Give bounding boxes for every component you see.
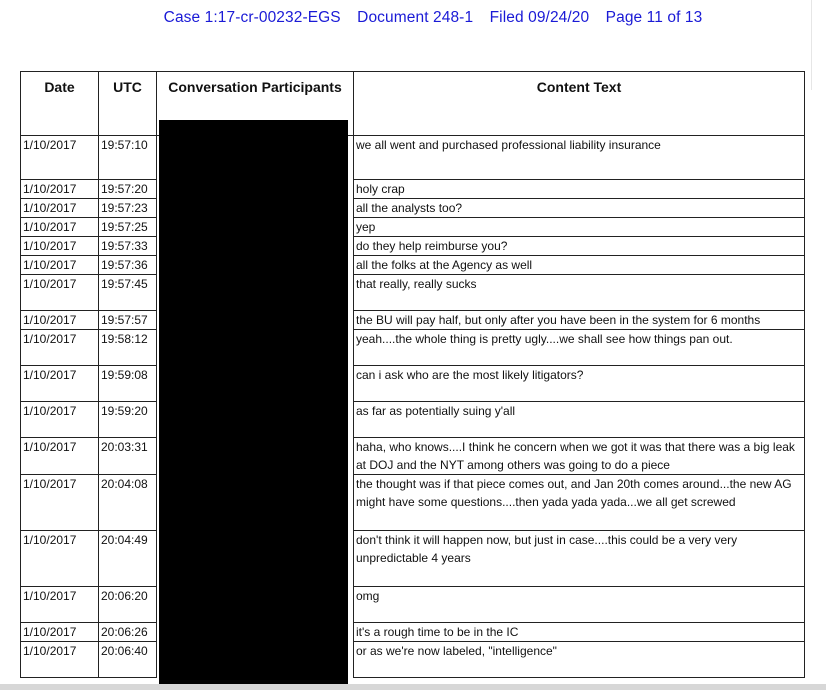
date-cell: 1/10/2017 xyxy=(21,366,99,402)
content-cell: don't think it will happen now, but just in case....this could be a very very unpredictable 4 years xyxy=(354,531,805,587)
table-row xyxy=(21,180,805,199)
date-cell: 1/10/2017 xyxy=(21,531,99,587)
content-cell: the BU will pay half, but only after you have been in the system for 6 months xyxy=(354,311,805,330)
utc-cell: 19:57:20 xyxy=(99,180,157,199)
page-bottom-edge xyxy=(0,684,826,690)
column-header-content: Content Text xyxy=(354,72,805,136)
content-cell: yep xyxy=(354,218,805,237)
table-row xyxy=(21,237,805,256)
date-cell: 1/10/2017 xyxy=(21,587,99,623)
table-row xyxy=(21,275,805,311)
utc-cell: 20:06:20 xyxy=(99,587,157,623)
table-row xyxy=(21,531,805,587)
utc-cell: 19:58:12 xyxy=(99,330,157,366)
content-cell: that really, really sucks xyxy=(354,275,805,311)
content-cell: or as we're now labeled, "intelligence" xyxy=(354,642,805,678)
table-row xyxy=(21,366,805,402)
date-cell: 1/10/2017 xyxy=(21,180,99,199)
date-cell: 1/10/2017 xyxy=(21,475,99,531)
date-cell: 1/10/2017 xyxy=(21,199,99,218)
utc-cell: 19:57:45 xyxy=(99,275,157,311)
date-cell: 1/10/2017 xyxy=(21,642,99,678)
table-row xyxy=(21,402,805,438)
column-header-utc: UTC xyxy=(99,72,157,136)
date-cell: 1/10/2017 xyxy=(21,623,99,642)
case-number: Case 1:17-cr-00232-EGS xyxy=(163,9,341,26)
conversation-table xyxy=(20,71,805,678)
date-cell: 1/10/2017 xyxy=(21,237,99,256)
content-cell: as far as potentially suing y'all xyxy=(354,402,805,438)
content-cell: omg xyxy=(354,587,805,623)
utc-cell: 20:06:26 xyxy=(99,623,157,642)
date-cell: 1/10/2017 xyxy=(21,438,99,475)
date-cell: 1/10/2017 xyxy=(21,311,99,330)
table-row xyxy=(21,587,805,623)
date-cell: 1/10/2017 xyxy=(21,136,99,180)
content-cell: all the folks at the Agency as well xyxy=(354,256,805,275)
table-row xyxy=(21,218,805,237)
content-cell: the thought was if that piece comes out, and Jan 20th comes around...the new AG might have some questions....then yada yada yada...we all get screwed xyxy=(354,475,805,531)
content-cell: haha, who knows....I think he concern when we got it was that there was a big leak at DOJ and the NYT among others was going to do a piece xyxy=(354,438,805,475)
utc-cell: 19:57:25 xyxy=(99,218,157,237)
table-header-row xyxy=(21,72,805,136)
table-row xyxy=(21,438,805,475)
table-body xyxy=(21,136,805,678)
utc-cell: 19:59:08 xyxy=(99,366,157,402)
content-cell: we all went and purchased professional liability insurance xyxy=(354,136,805,180)
content-cell: all the analysts too? xyxy=(354,199,805,218)
utc-cell: 20:04:49 xyxy=(99,531,157,587)
filed-date: Filed 09/24/20 xyxy=(489,9,590,26)
date-cell: 1/10/2017 xyxy=(21,256,99,275)
redaction-block xyxy=(159,120,348,690)
date-cell: 1/10/2017 xyxy=(21,275,99,311)
column-header-date: Date xyxy=(21,72,99,136)
content-cell: yeah....the whole thing is pretty ugly....we shall see how things pan out. xyxy=(354,330,805,366)
table-row xyxy=(21,199,805,218)
table-row xyxy=(21,475,805,531)
table-row xyxy=(21,330,805,366)
utc-cell: 20:06:40 xyxy=(99,642,157,678)
utc-cell: 19:59:20 xyxy=(99,402,157,438)
document-number: Document 248-1 xyxy=(357,9,474,26)
document-header xyxy=(0,9,826,27)
content-cell: do they help reimburse you? xyxy=(354,237,805,256)
date-cell: 1/10/2017 xyxy=(21,218,99,237)
page-edge xyxy=(811,0,812,90)
utc-cell: 19:57:33 xyxy=(99,237,157,256)
content-cell: holy crap xyxy=(354,180,805,199)
table-row xyxy=(21,136,805,180)
content-cell: can i ask who are the most likely litigators? xyxy=(354,366,805,402)
table-row xyxy=(21,256,805,275)
column-header-participants: Conversation Participants xyxy=(157,72,354,136)
table-row xyxy=(21,623,805,642)
utc-cell: 20:03:31 xyxy=(99,438,157,475)
table-row xyxy=(21,311,805,330)
utc-cell: 19:57:10 xyxy=(99,136,157,180)
page-number: Page 11 of 13 xyxy=(605,9,703,26)
content-cell: it's a rough time to be in the IC xyxy=(354,623,805,642)
table-row xyxy=(21,642,805,678)
utc-cell: 20:04:08 xyxy=(99,475,157,531)
utc-cell: 19:57:36 xyxy=(99,256,157,275)
date-cell: 1/10/2017 xyxy=(21,402,99,438)
utc-cell: 19:57:57 xyxy=(99,311,157,330)
utc-cell: 19:57:23 xyxy=(99,199,157,218)
date-cell: 1/10/2017 xyxy=(21,330,99,366)
